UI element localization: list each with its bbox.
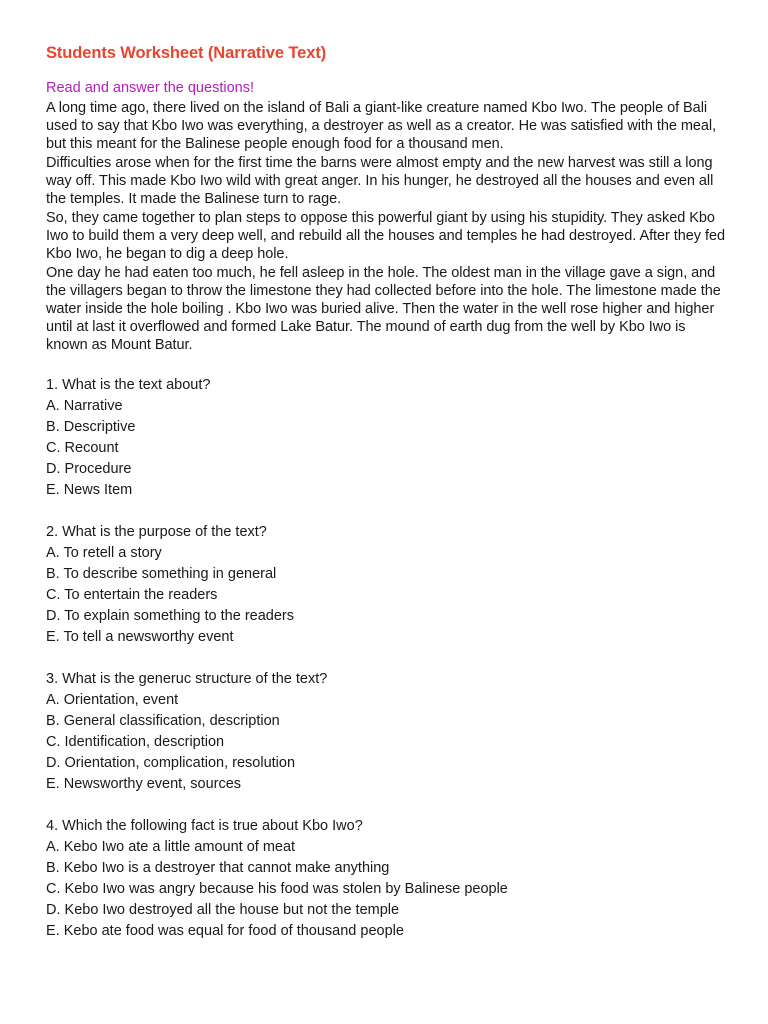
question-text: 4. Which the following fact is true about Kbo Iwo?: [46, 818, 363, 834]
answer-option: D. Kebo Iwo destroyed all the house but not the temple: [46, 902, 400, 918]
answer-option: B. To describe something in general: [46, 566, 277, 582]
question-text: 2. What is the purpose of the text?: [46, 524, 267, 540]
answer-option: E. Kebo ate food was equal for food of thousand people: [46, 923, 404, 939]
paragraph: So, they came together to plan steps to oppose this powerful giant by using his stupidity. They asked Kbo Iwo to build them a very deep well, and rebuild all the houses and temples he had destroyed. After they fed Kbo Iwo, he began to dig a deep hole.: [46, 210, 725, 262]
answer-option: A. To retell a story: [46, 545, 162, 561]
paragraph: Difficulties arose when for the first time the barns were almost empty and the new harvest was still a long way off. This made Kbo Iwo wild with great anger. In his hunger, he destroyed all the houses and even all the temples. It made the Balinese turn to rage.: [46, 155, 714, 207]
answer-option: B. General classification, description: [46, 713, 280, 729]
answer-option: D. Procedure: [46, 461, 132, 477]
answer-option: C. Kebo Iwo was angry because his food was stolen by Balinese people: [46, 881, 508, 897]
answer-option: E. News Item: [46, 482, 133, 498]
answer-option: E. Newsworthy event, sources: [46, 776, 242, 792]
answer-option: D. To explain something to the readers: [46, 608, 294, 624]
answer-option: D. Orientation, complication, resolution: [46, 755, 296, 771]
answer-option: E. To tell a newsworthy event: [46, 629, 234, 645]
answer-option: B. Descriptive: [46, 419, 136, 435]
paragraph: A long time ago, there lived on the island of Bali a giant-like creature named Kbo Iwo. The people of Bali used to say that Kbo Iwo was everything, a destroyer as well as a creator. He was satisfied with the meal, but this meant for the Balinese people enough food for a thousand men.: [46, 100, 717, 152]
answer-option: B. Kebo Iwo is a destroyer that cannot make anything: [46, 860, 390, 876]
answer-option: C. Identification, description: [46, 734, 225, 750]
answer-option: A. Orientation, event: [46, 692, 179, 708]
question-4: [46, 816, 726, 942]
paragraph: One day he had eaten too much, he fell asleep in the hole. The oldest man in the village gave a sign, and the villagers began to throw the limestone they had collected before into the hole. The limestone made the water inside the hole boiling . Kbo Iwo was buried alive. Then the water in the well rose higher and higher until at last it overflowed and formed Lake Batur. The mound of earth dug from the well by Kbo Iwo is known as Mount Batur.: [46, 265, 721, 353]
instruction-text: Read and answer the questions!: [46, 80, 254, 96]
narrative-text: [46, 99, 726, 354]
answer-option: A. Narrative: [46, 398, 123, 414]
worksheet-page: [46, 42, 726, 963]
question-2: [46, 522, 726, 648]
answer-option: C. To entertain the readers: [46, 587, 218, 603]
question-text: 1. What is the text about?: [46, 377, 211, 393]
question-3: [46, 669, 726, 795]
answer-option: A. Kebo Iwo ate a little amount of meat: [46, 839, 296, 855]
questions-list: [46, 375, 726, 942]
answer-option: C. Recount: [46, 440, 119, 456]
worksheet-title: Students Worksheet (Narrative Text): [46, 44, 327, 62]
question-text: 3. What is the generuc structure of the text?: [46, 671, 328, 687]
question-1: [46, 375, 726, 501]
